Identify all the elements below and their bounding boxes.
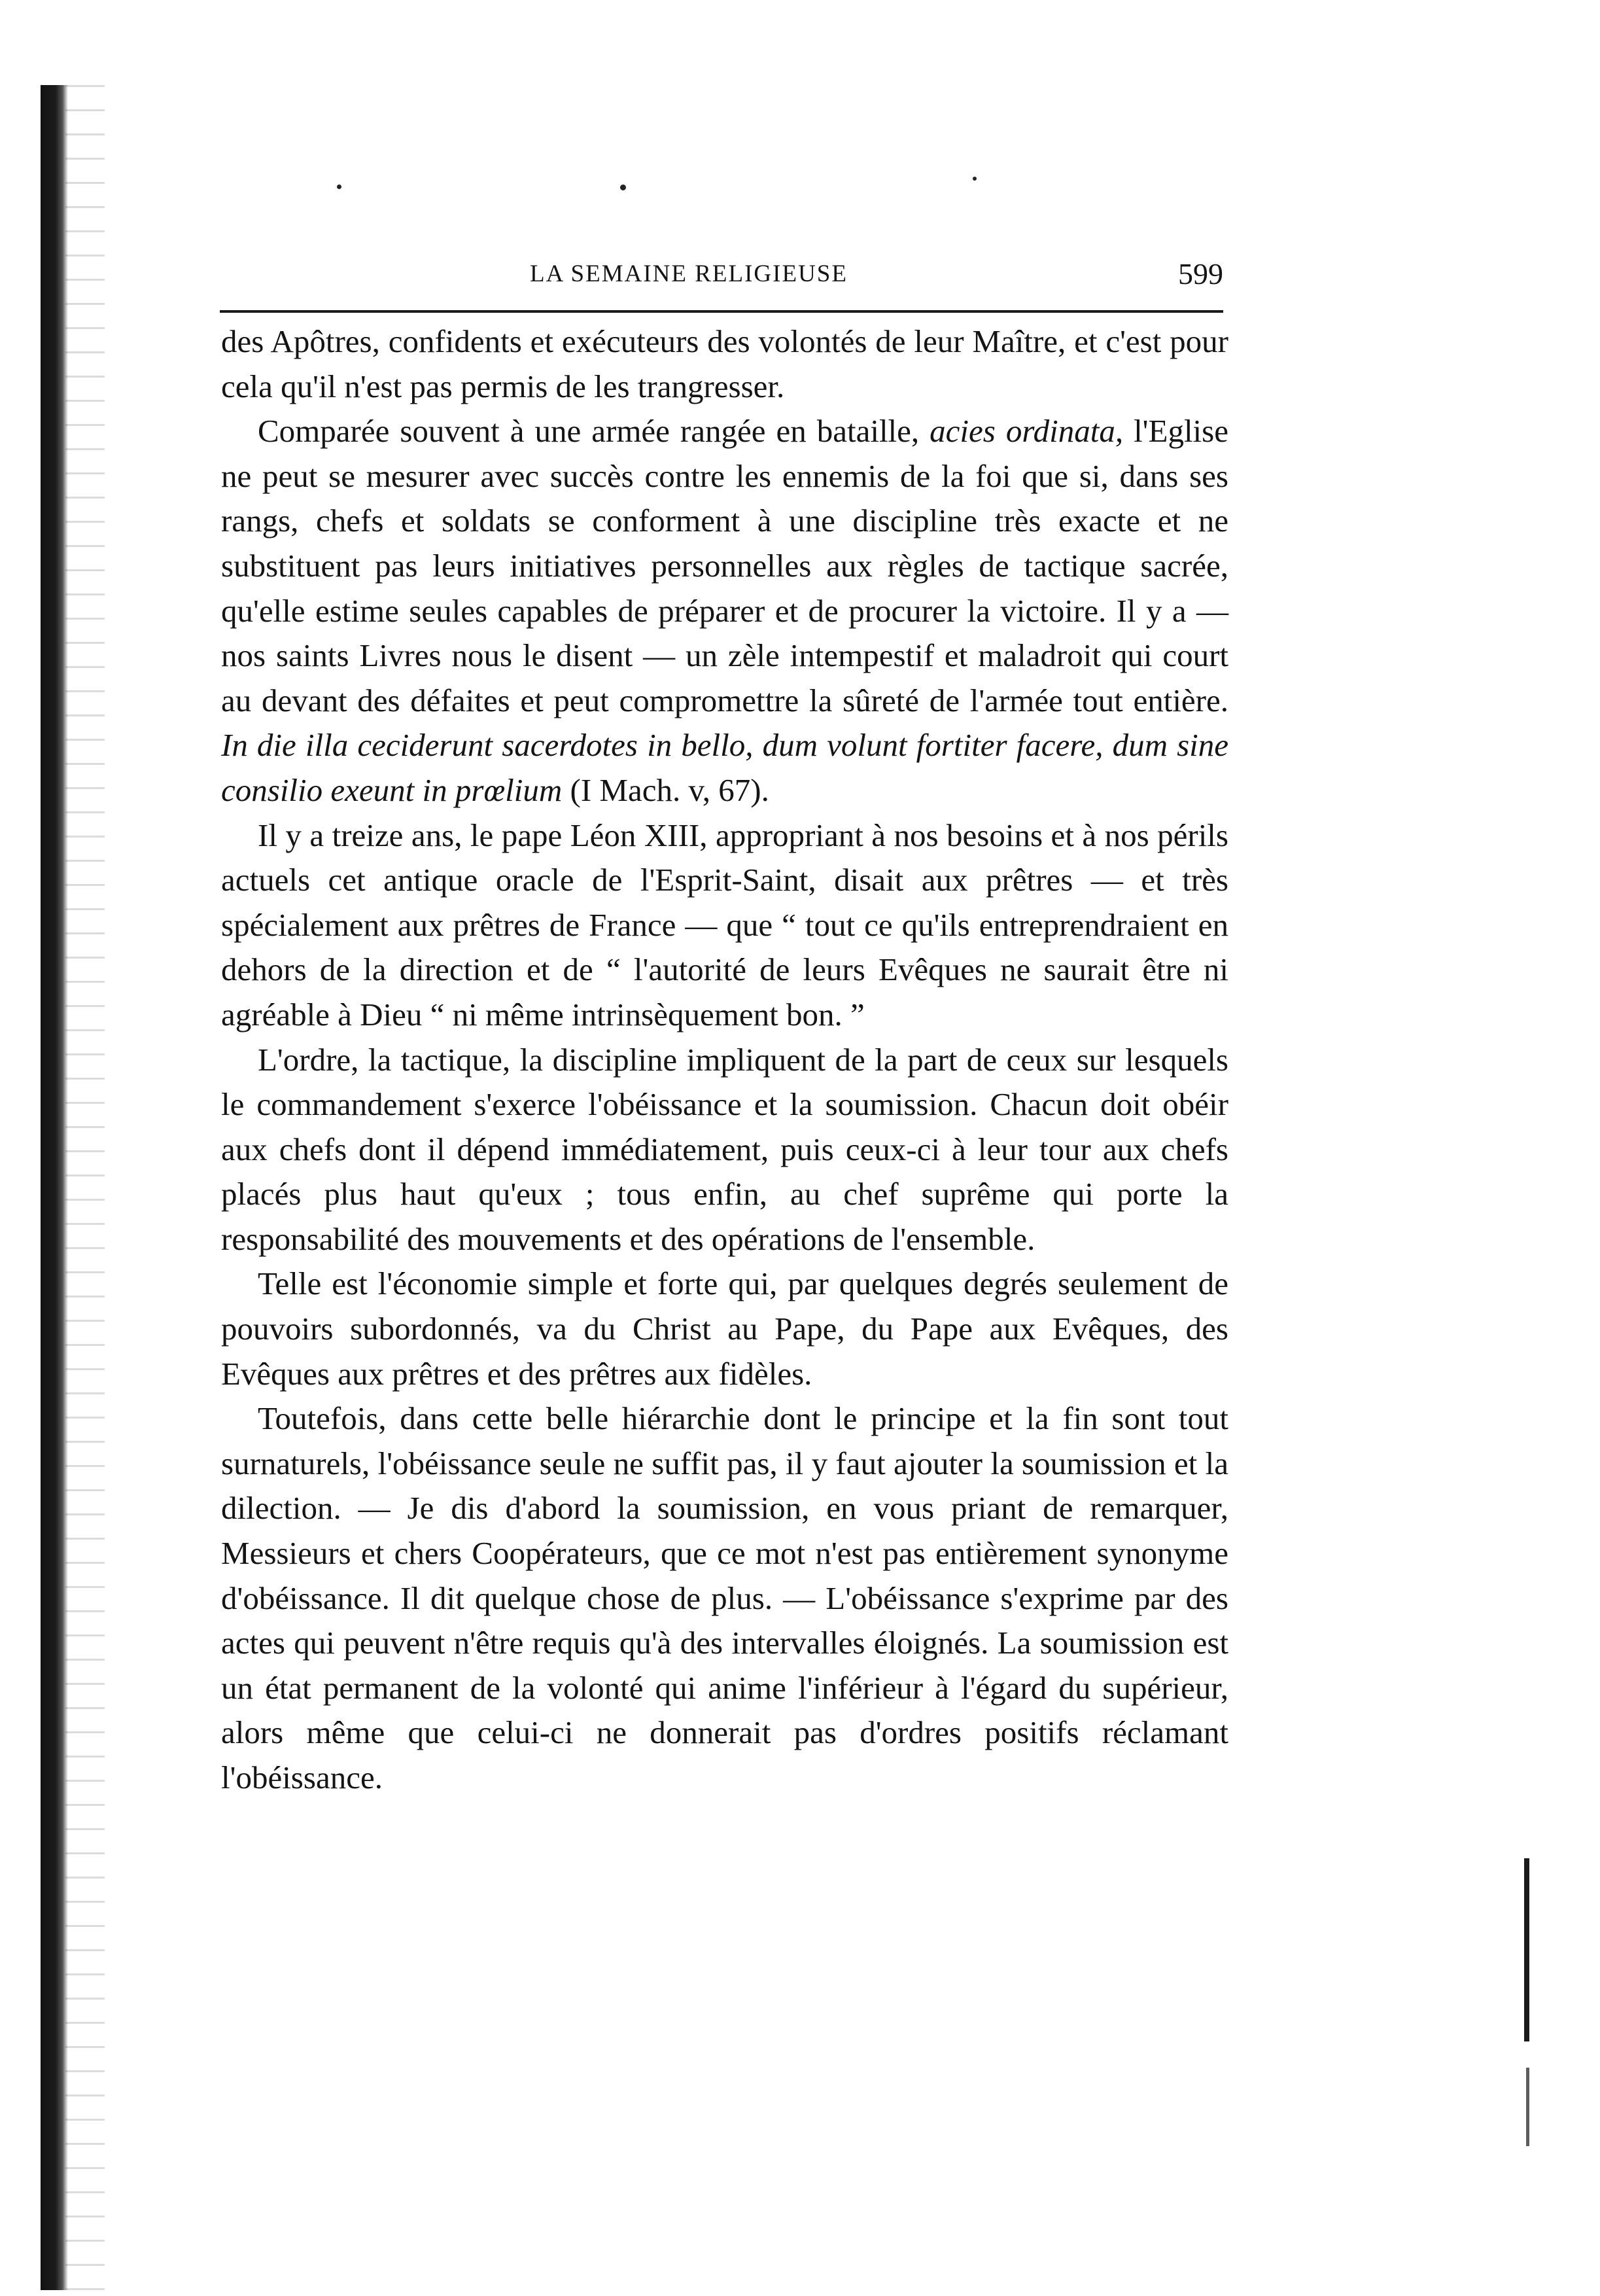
running-title: LA SEMAINE RELIGIEUSE xyxy=(530,260,848,287)
header-rule xyxy=(220,310,1223,313)
binding-shadow xyxy=(65,85,105,2290)
text-run: Il y a treize ans, le pape Léon XIII, appropriant à nos besoins et à nos périls actuels cet antique oracle de l'Esprit-Saint, disait aux prêtres — et très spécialement aux prêtres de France — que “ tout ce qu'ils entreprendraient en dehors de la direction et de “ l'autorité de leurs Evêques ne saurait être ni agréable à Dieu “ ni même intrinsèquement bon. ” xyxy=(221,817,1228,1033)
body-text xyxy=(221,319,1228,1801)
text-run: l'Eglise ne peut se mesurer avec succès contre les ennemis de la foi que si, dans ses rangs, chefs et soldats se conforment à une discipline très exacte et ne substituent pas leurs initiatives personnelles aux règles de tactique sacrée, qu'elle estime seules capables de préparer et de procurer la victoire. Il y a — nos saints Livres nous le disent — un zèle intempestif et maladroit qui court au devant des défaites et peut compromettre la sûreté de l'armée tout entière. xyxy=(221,413,1228,718)
latin-quotation: In die illa ceciderunt sacerdotes in bello, dum volunt fortiter facere, dum sine consilio exeunt in prœlium xyxy=(221,727,1228,808)
latin-phrase: acies ordinata, xyxy=(930,413,1124,450)
scanned-binding-edge xyxy=(41,85,68,2290)
scan-speck xyxy=(620,185,626,190)
scan-speck xyxy=(973,177,977,181)
text-run: Comparée souvent à une armée rangée en bataille, xyxy=(258,413,930,450)
text-run: L'ordre, la tactique, la discipline impliquent de la part de ceux sur lesquels le commandement s'exerce l'obéissance et la soumission. Chacun doit obéir aux chefs dont il dépend immédiatement, puis ceux-ci à leur tour aux chefs placés plus haut qu'eux ; tous enfin, au chef suprême qui porte la responsabilité des mouvements et des opérations de l'ensemble. xyxy=(221,1041,1228,1257)
paragraph xyxy=(221,1038,1228,1262)
citation: (I Mach. v, 67). xyxy=(562,771,769,808)
page-number: 599 xyxy=(1178,257,1223,291)
paragraph xyxy=(221,409,1228,813)
text-run: Toutefois, dans cette belle hiérarchie dont le principe et la fin sont tout surnaturels, l'obéissance seule ne suffit pas, il y faut ajouter la soumission et la dilection. — Je dis d'abord la soumission, en vous priant de remarquer, Messieurs et chers Coopérateurs, que ce mot n'est pas entièrement synonyme d'obéissance. Il dit quelque chose de plus. — L'obéissance s'exprime par des actes qui peuvent n'être requis qu'à des intervalles éloignés. La soumission est un état permanent de la volonté qui anime l'inférieur à l'égard du supérieur, alors même que celui-ci ne donnerait pas d'ordres positifs réclamant l'obéissance. xyxy=(221,1400,1228,1795)
paragraph xyxy=(221,1262,1228,1396)
scan-mark-right xyxy=(1524,1858,1529,2041)
text-run: des Apôtres, confidents et exécuteurs des volontés de leur Maître, et c'est pour cela qu'il n'est pas permis de les trangresser. xyxy=(221,323,1228,404)
text-run: Telle est l'économie simple et forte qui, par quelques degrés seulement de pouvoirs subordonnés, va du Christ au Pape, du Pape aux Evêques, des Evêques aux prêtres et des prêtres aux fidèles. xyxy=(221,1265,1228,1392)
paragraph xyxy=(221,319,1228,409)
scan-mark-right-lower xyxy=(1526,2068,1529,2146)
paragraph xyxy=(221,1396,1228,1800)
scan-speck xyxy=(337,185,341,189)
paragraph xyxy=(221,813,1228,1038)
page-header xyxy=(222,251,1223,297)
